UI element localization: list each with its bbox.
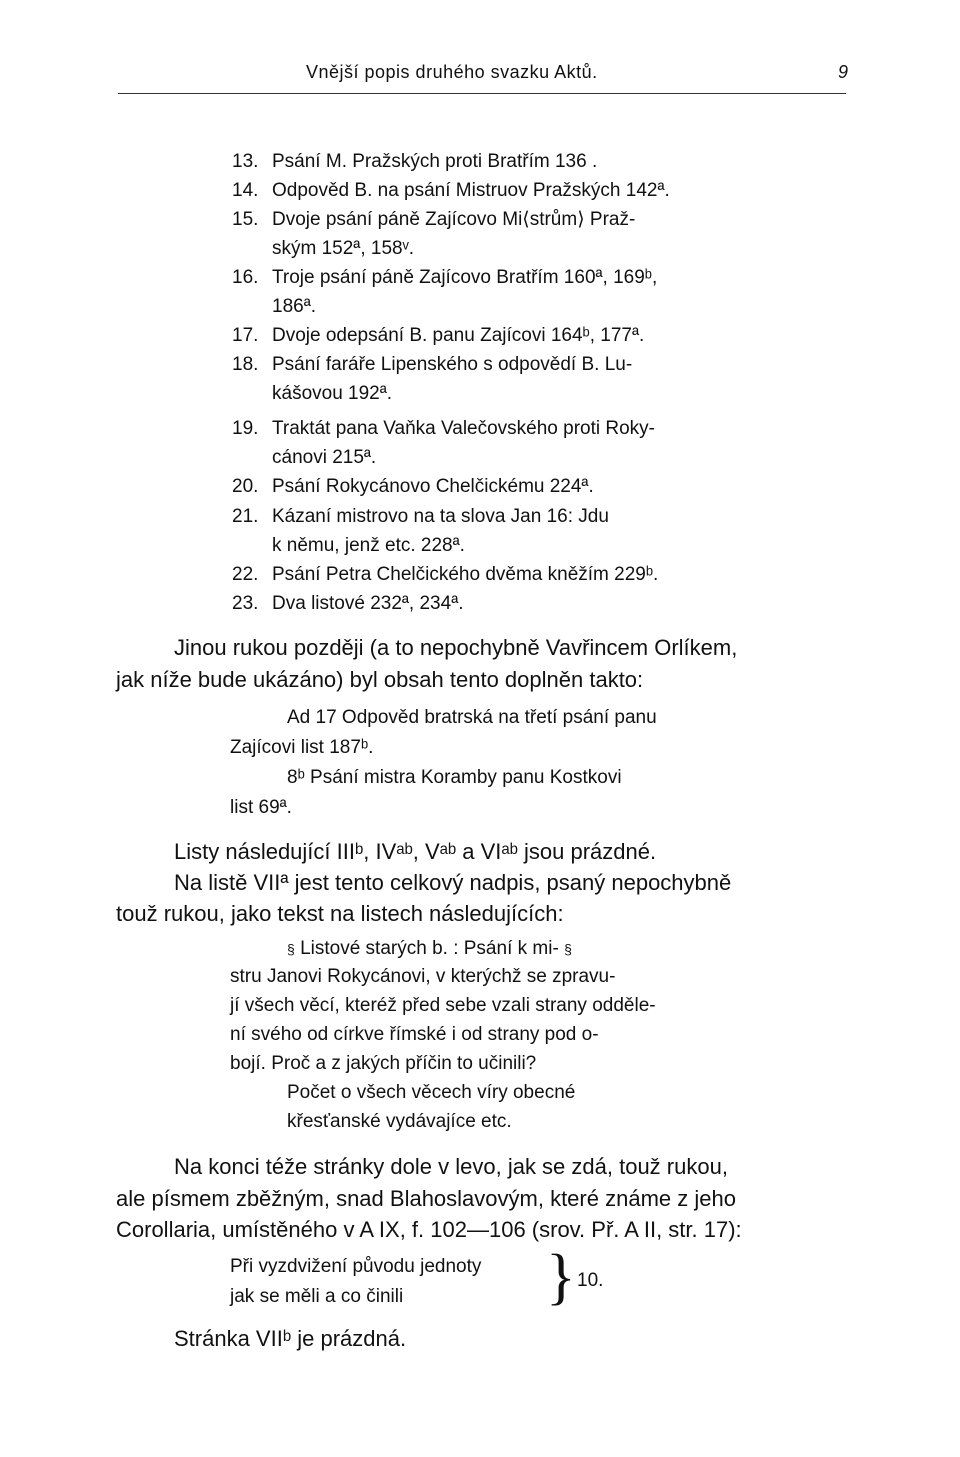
bracket-number: 10. bbox=[577, 1270, 604, 1291]
paragraph-line: ale písmem zběžným, snad Blahoslavovým, které známe z jeho bbox=[116, 1186, 736, 1211]
addendum-line: Zajícovi list 187ᵇ. bbox=[230, 737, 374, 758]
bracket-line: jak se měli a co činili bbox=[230, 1286, 404, 1307]
list-item-continuation: cánovi 215ª. bbox=[272, 447, 377, 468]
list-item-continuation: k němu, jenž etc. 228ª. bbox=[272, 535, 465, 556]
list-item: 15. Dvoje psání páně Zajícovo Mi⟨strům⟩ Praž- bbox=[232, 209, 636, 230]
paragraph-line: jak níže bude ukázáno) byl obsah tento doplněn takto: bbox=[116, 667, 644, 692]
paragraph-line: Corollaria, umístěného v A IX, f. 102—106 (srov. Př. A II, str. 17): bbox=[116, 1217, 742, 1242]
bracket-line: Při vyzdvižení původu jednoty bbox=[230, 1256, 482, 1277]
list-item: 14. Odpověd B. na psání Mistruov Pražských 142ª. bbox=[232, 180, 670, 201]
quote-line: ní svého od církve římské i od strany pod o- bbox=[230, 1024, 599, 1045]
ornament-icon: § bbox=[287, 941, 295, 957]
page-number: 9 bbox=[838, 62, 849, 82]
list-item: 20. Psání Rokycánovo Chelčickému 224ª. bbox=[232, 476, 594, 497]
list-item-continuation: kášovou 192ª. bbox=[272, 383, 393, 404]
addendum-line: Ad 17 Odpověd bratrská na třetí psání panu bbox=[287, 707, 657, 728]
list-item: 23. Dva listové 232ª, 234ª. bbox=[232, 593, 464, 614]
paragraph-line: Na konci téže stránky dole v levo, jak se zdá, touž rukou, bbox=[174, 1154, 728, 1179]
list-item: 18. Psání faráře Lipenského s odpovědí B. Lu- bbox=[232, 354, 633, 375]
list-item-continuation: ským 152ª, 158ᵛ. bbox=[272, 238, 414, 259]
quote-line: jí všech věcí, kteréž před sebe vzali strany odděle- bbox=[230, 995, 656, 1016]
paragraph-line: Jinou rukou později (a to nepochybně Vavřincem Orlíkem, bbox=[174, 635, 738, 660]
list-item: 16. Troje psání páně Zajícovo Bratřím 160ª, 169ᵇ, bbox=[232, 267, 658, 288]
paragraph-line: Na listě VIIª jest tento celkový nadpis, psaný nepochybně bbox=[174, 870, 732, 895]
list-item-continuation: 186ª. bbox=[272, 296, 317, 317]
list-item: 21. Kázaní mistrovo na ta slova Jan 16: Jdu bbox=[232, 506, 609, 527]
quote-line: § Listové starých b. : Psání k mi- § bbox=[287, 938, 572, 959]
paragraph-line: touž rukou, jako tekst na listech následujících: bbox=[116, 901, 564, 926]
running-header: Vnější popis druhého svazku Aktů. bbox=[306, 62, 598, 82]
addendum-line: list 69ª. bbox=[230, 797, 292, 818]
quote-line: stru Janovi Rokycánovi, v kterýchž se zpravu- bbox=[230, 966, 616, 987]
list-item: 22. Psání Petra Chelčického dvěma kněžím 229ᵇ. bbox=[232, 564, 659, 585]
curly-brace-icon: } bbox=[546, 1243, 576, 1311]
final-line: Stránka VIIᵇ je prázdná. bbox=[174, 1326, 407, 1351]
header-rule bbox=[118, 93, 846, 94]
addendum-line: 8ᵇ Psání mistra Koramby panu Kostkovi bbox=[287, 767, 622, 788]
paragraph-line: Listy následující IIIᵇ, IVᵃᵇ, Vᵃᵇ a VIᵃᵇ jsou prázdné. bbox=[174, 839, 657, 864]
quote-line: Počet o všech věcech víry obecné bbox=[287, 1082, 576, 1103]
list-item: 13. Psání M. Pražských proti Bratřím 136 . bbox=[232, 151, 598, 172]
list-item: 17. Dvoje odepsání B. panu Zajícovi 164ᵇ, 177ª. bbox=[232, 325, 645, 346]
quote-line: křesťanské vydávajíce etc. bbox=[287, 1111, 512, 1132]
quote-line: bojí. Proč a z jakých příčin to učinili? bbox=[230, 1053, 537, 1074]
ornament-icon: § bbox=[564, 941, 572, 957]
list-item: 19. Traktát pana Vaňka Valečovského proti Roky- bbox=[232, 418, 656, 439]
